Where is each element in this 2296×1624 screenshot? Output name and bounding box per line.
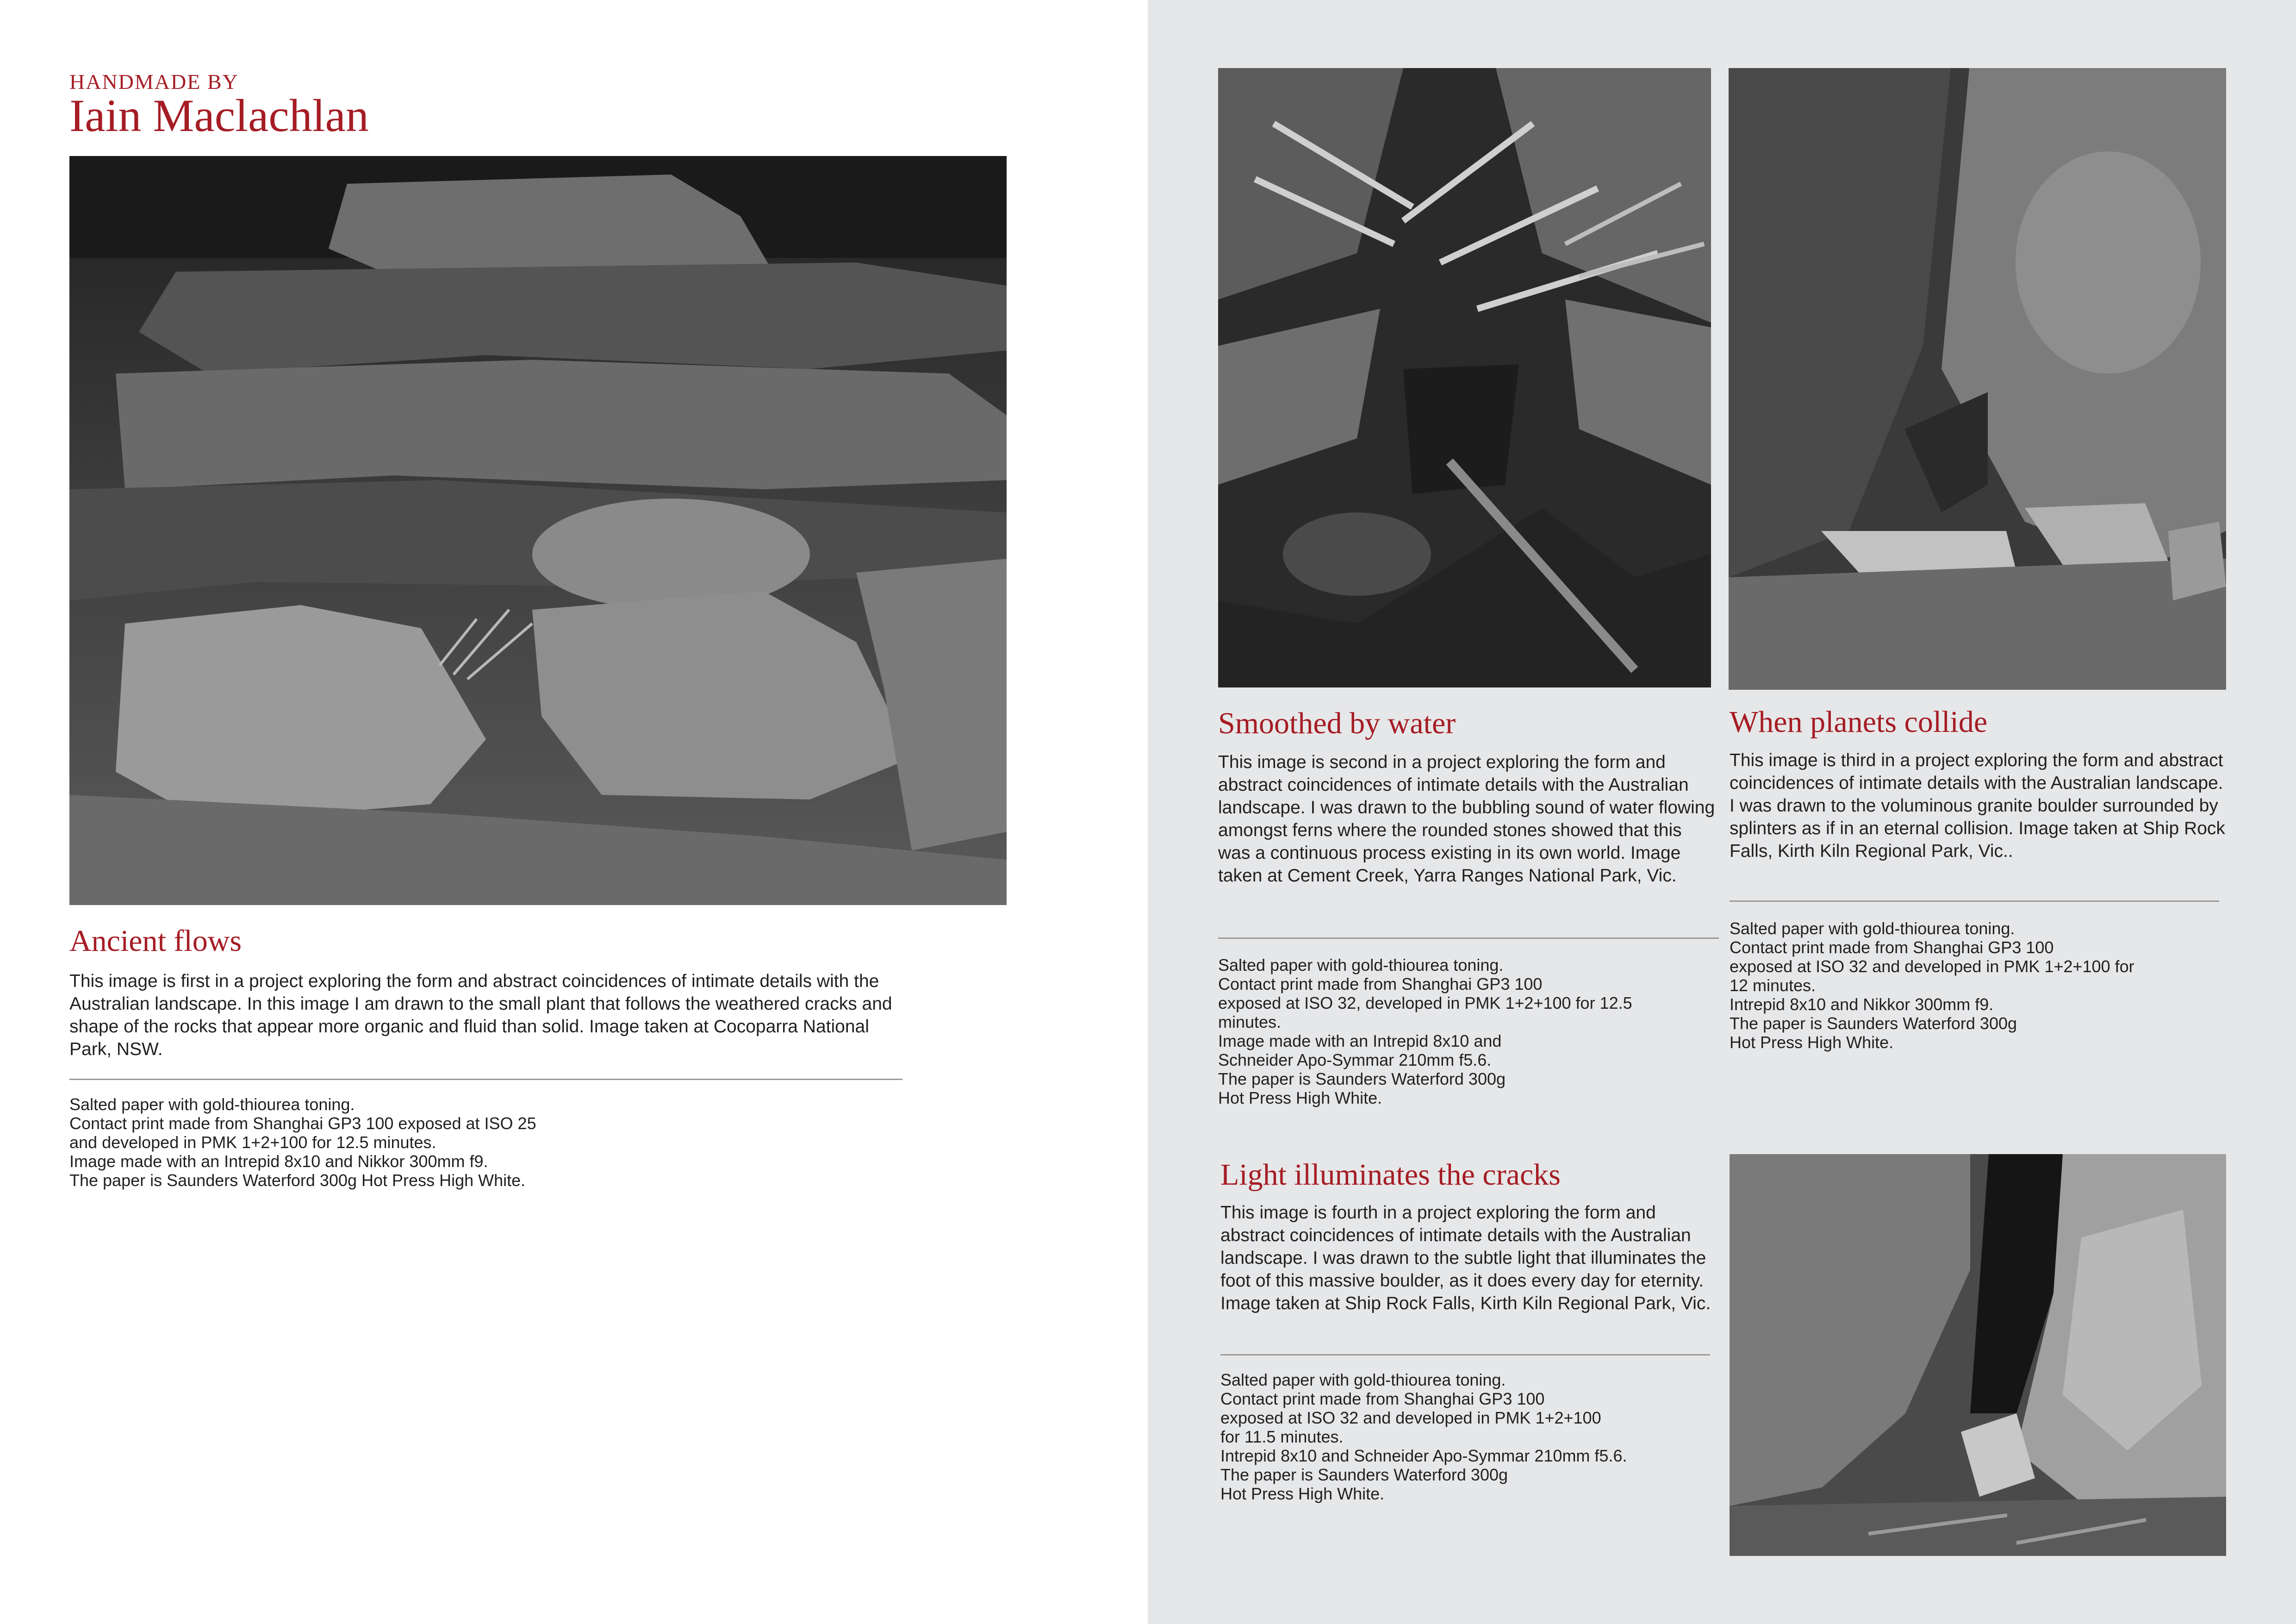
work-description: This image is first in a project exploring the form and abstract coincidences of intimate details with the Australian landscape. In this image I am drawn to the small plant that follows the weathered cracks and shape of the rocks that appear more organic and fluid than solid. Image taken at Cocoparra National Park, NSW. <box>69 971 892 1059</box>
author-name: Iain Maclachlan <box>69 90 369 141</box>
divider-rule <box>1220 1354 1710 1355</box>
technical-line: Image made with an Intrepid 8x10 and Nikkor 300mm f9. <box>69 1152 488 1171</box>
technical-line: Contact print made from Shanghai GP3 100 <box>1218 974 1543 993</box>
technical-line: Hot Press High White. <box>1220 1484 1385 1503</box>
technical-line: Contact print made from Shanghai GP3 100 <box>1220 1389 1545 1408</box>
technical-line: 12 minutes. <box>1730 976 1816 995</box>
technical-line: Image made with an Intrepid 8x10 and <box>1218 1031 1502 1050</box>
technical-line: The paper is Saunders Waterford 300g <box>1730 1014 2017 1033</box>
technical-line: The paper is Saunders Waterford 300g <box>1218 1069 1506 1088</box>
technical-notes <box>1218 956 1727 1107</box>
technical-line: The paper is Saunders Waterford 300g Hot Press High White. <box>69 1171 526 1190</box>
work-description: This image is fourth in a project exploring the form and abstract coincidences of intimate details with the Australian landscape. I was drawn to the subtle light that illuminates the foot of this massive boulder, as it does every day for eternity. Image taken at Ship Rock Falls, Kirth Kiln Regional Park, Vic. <box>1220 1203 1711 1313</box>
divider-rule <box>1730 900 2219 902</box>
divider-rule <box>1218 937 1719 939</box>
technical-line: exposed at ISO 32 and developed in PMK 1+2+100 for <box>1730 957 2134 976</box>
technical-line: Hot Press High White. <box>1218 1088 1382 1107</box>
technical-line: Contact print made from Shanghai GP3 100 <box>1730 938 2054 957</box>
technical-line: exposed at ISO 32 and developed in PMK 1+2+100 <box>1220 1408 1601 1427</box>
work-title: When planets collide <box>1730 705 1988 739</box>
photo-when-planets-collide <box>1729 68 2226 690</box>
technical-line: Intrepid 8x10 and Schneider Apo-Symmar 210mm f5.6. <box>1220 1446 1627 1465</box>
technical-notes <box>1730 919 2227 1052</box>
technical-line: minutes. <box>1218 1012 1282 1031</box>
technical-line: exposed at ISO 32, developed in PMK 1+2+100 for 12.5 <box>1218 993 1632 1012</box>
work-title: Light illuminates the cracks <box>1220 1158 1561 1192</box>
work-description: This image is third in a project exploring the form and abstract coincidences of intimate details with the Australian landscape. I was drawn to the voluminous granite boulder surrounded by splinters as if in an eternal collision. Image taken at Ship Rock Falls, Kirth Kiln Regional Park, Vic.. <box>1730 750 2225 861</box>
work-description: This image is second in a project exploring the form and abstract coincidences of intimate details with the Australian landscape. I was drawn to the bubbling sound of water flowing amongst ferns where the rounded stones showed that this was a continuous process existing in its own world. Image taken at Cement Creek, Yarra Ranges National Park, Vic. <box>1218 752 1715 886</box>
work-title: Ancient flows <box>69 924 242 958</box>
technical-line: The paper is Saunders Waterford 300g <box>1220 1465 1508 1484</box>
technical-line: Schneider Apo-Symmar 210mm f5.6. <box>1218 1050 1492 1069</box>
work-title: Smoothed by water <box>1218 706 1456 740</box>
technical-line: Salted paper with gold-thiourea toning. <box>1730 919 2015 938</box>
header-kicker: HANDMADE BY <box>69 70 239 94</box>
technical-line: Hot Press High White. <box>1730 1033 1894 1052</box>
technical-line: and developed in PMK 1+2+100 for 12.5 minutes. <box>69 1133 436 1152</box>
technical-notes <box>1220 1370 1720 1503</box>
photo-ancient-flows <box>69 156 1007 905</box>
photo-light-illuminates-the-cracks <box>1730 1154 2226 1556</box>
technical-line: Salted paper with gold-thiourea toning. <box>1220 1370 1506 1389</box>
divider-rule <box>69 1079 902 1080</box>
technical-line: Salted paper with gold-thiourea toning. <box>69 1095 355 1114</box>
technical-line: Contact print made from Shanghai GP3 100 exposed at ISO 25 <box>69 1114 536 1133</box>
technical-line: for 11.5 minutes. <box>1220 1427 1344 1446</box>
photo-smoothed-by-water <box>1218 68 1711 687</box>
technical-line: Intrepid 8x10 and Nikkor 300mm f9. <box>1730 995 1994 1014</box>
technical-line: Salted paper with gold-thiourea toning. <box>1218 956 1504 974</box>
technical-notes <box>69 1095 926 1190</box>
